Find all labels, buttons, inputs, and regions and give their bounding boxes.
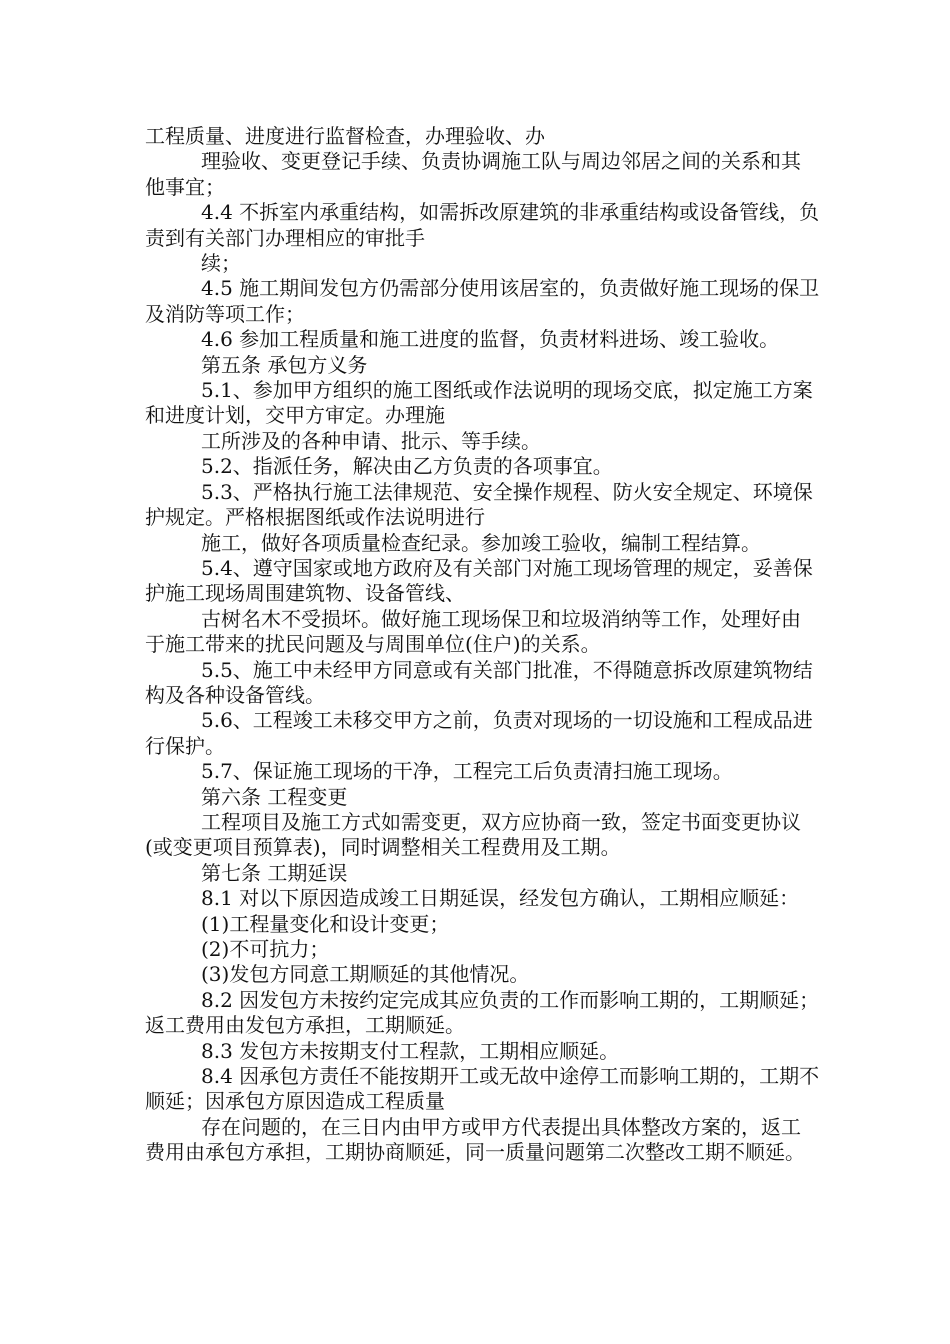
paragraph: 施工，做好各项质量检查纪录。参加竣工验收，编制工程结算。 [201, 530, 761, 555]
paragraph: 5.3、严格执行施工法律规范、安全操作规程、防火安全规定、环境保护规定。严格根据图纸或作法说明进行 [145, 479, 813, 530]
paragraph: 第五条 承包方义务 [201, 352, 368, 377]
paragraph: 4.5 施工期间发包方仍需部分使用该居室的，负责做好施工现场的保卫及消防等项工作； [145, 276, 820, 326]
paragraph: 5.2、指派任务，解决由乙方负责的各项事宜。 [201, 454, 613, 479]
paragraph: 5.7、保证施工现场的干净，工程完工后负责清扫施工现场。 [201, 759, 733, 784]
paragraph: 5.5、施工中未经甲方同意或有关部门批准，不得随意拆改原建筑物结构及各种设备管线。 [145, 657, 813, 707]
paragraph: 8.1 对以下原因造成竣工日期延误，经发包方确认，工期相应顺延： [201, 886, 800, 911]
paragraph: 工程质量、进度进行监督检查，办理验收、办 [145, 124, 545, 148]
paragraph: 8.2 因发包方未按约定完成其应负责的工作而影响工期的，工期顺延；返工费用由发包方承担，工期顺延。 [145, 987, 820, 1038]
paragraph: (1)工程量变化和设计变更； [201, 911, 450, 936]
paragraph: 5.1、参加甲方组织的施工图纸或作法说明的现场交底，拟定施工方案和进度计划，交甲方审定。办理施 [145, 378, 813, 428]
paragraph: 4.6 参加工程质量和施工进度的监督，负责材料进场、竣工验收。 [201, 327, 780, 352]
paragraph: 续； [201, 251, 241, 276]
paragraph: 第七条 工期延误 [201, 860, 348, 885]
paragraph: 理验收、变更登记手续、负责协调施工队与周边邻居之间的关系和其他事宜； [145, 149, 801, 199]
paragraph: 5.6、工程竣工未移交甲方之前，负责对现场的一切设施和工程成品进行保护。 [145, 708, 813, 758]
paragraph: 古树名木不受损坏。做好施工现场保卫和垃圾消纳等工作，处理好由于施工带来的扰民问题及与周围单位(住户)的关系。 [145, 606, 801, 657]
paragraph: 工程项目及施工方式如需变更，双方应协商一致，签定书面变更协议(或变更项目预算表)，同时调整相关工程费用及工期。 [145, 809, 801, 860]
paragraph: 5.4、遵守国家或地方政府及有关部门对施工现场管理的规定，妥善保护施工现场周围建筑物、设备管线、 [145, 555, 813, 606]
paragraph: 第六条 工程变更 [201, 784, 348, 809]
paragraph: 8.3 发包方未按期支付工程款，工期相应顺延。 [201, 1038, 620, 1063]
paragraph: 存在问题的，在三日内由甲方或甲方代表提出具体整改方案的，返工费用由承包方承担，工期协商顺延，同一质量问题第二次整改工期不顺延。 [145, 1114, 805, 1165]
document-body [145, 124, 820, 1166]
paragraph: 4.4 不拆室内承重结构，如需拆改原建筑的非承重结构或设备管线，负责到有关部门办理相应的审批手 [145, 200, 820, 250]
paragraph: (3)发包方同意工期顺延的其他情况。 [201, 962, 530, 987]
paragraph: 8.4 因承包方责任不能按期开工或无故中途停工而影响工期的，工期不顺延；因承包方原因造成工程质量 [145, 1064, 820, 1114]
paragraph: (2)不可抗力； [201, 937, 330, 961]
paragraph: 工所涉及的各种申请、批示、等手续。 [201, 428, 541, 453]
